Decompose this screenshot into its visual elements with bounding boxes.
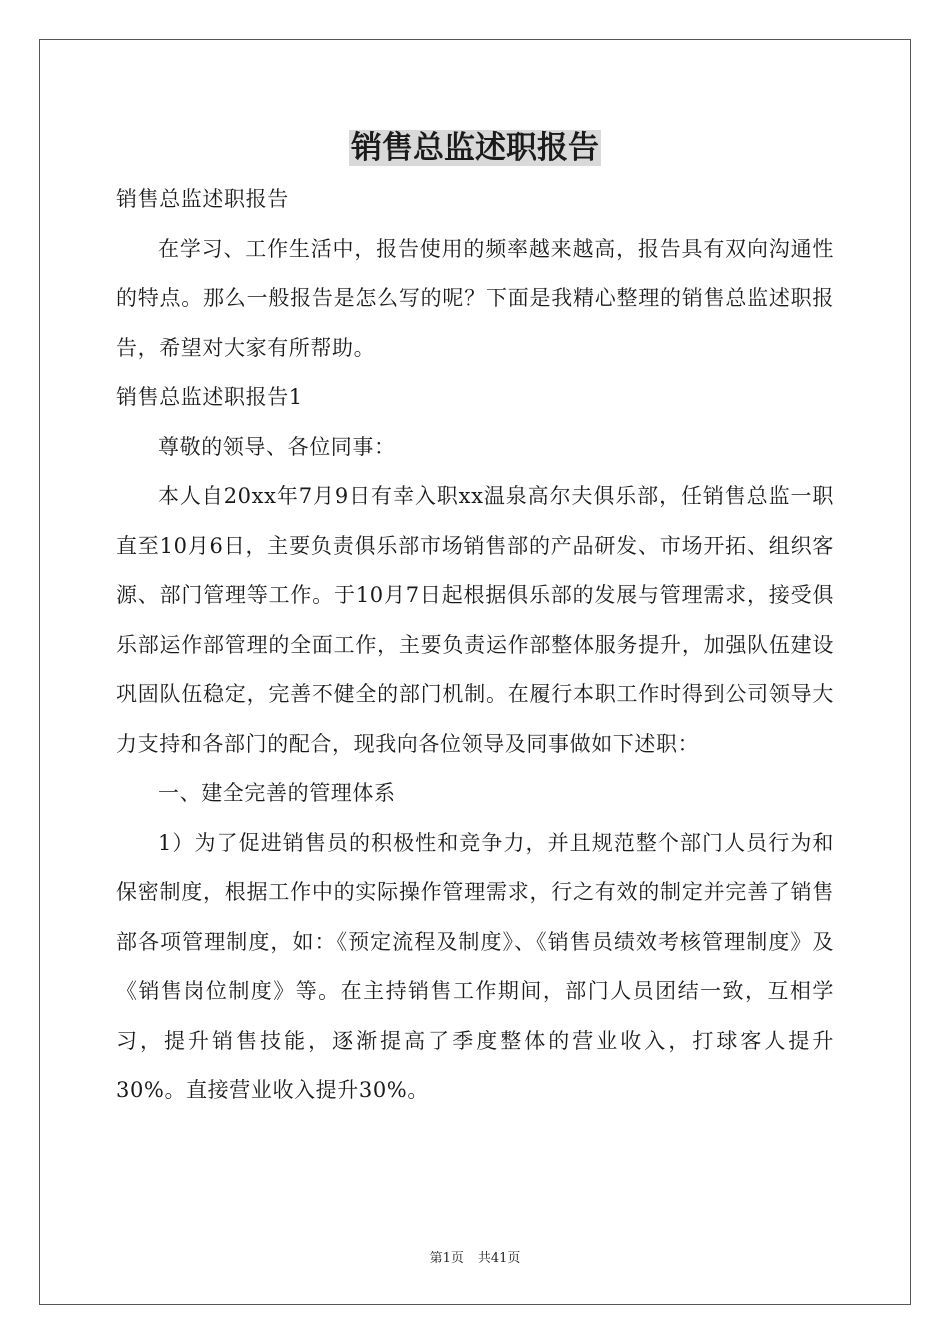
body-paragraph: 本人自20xx年7月9日有幸入职xx温泉高尔夫俱乐部，任销售总监一职直至10月6日，主要负责俱乐部市场销售部的产品研发、市场开拓、组织客源、部门管理等工作。于10月7日起根据俱乐部的发展与管理需求，接受俱乐部运作部管理的全面工作，主要负责运作部整体服务提升，加强队伍建设巩固队伍稳定，完善不健全的部门机制。在履行本职工作时得到公司领导大力支持和各部门的配合，现我向各位领导及同事做如下述职：: [116, 484, 834, 756]
body-paragraph: 1）为了促进销售员的积极性和竞争力，并且规范整个部门人员行为和保密制度，根据工作中的实际操作管理需求，行之有效的制定并完善了销售部各项管理制度，如：《预定流程及制度》、《销售员绩效考核管理制度》及《销售岗位制度》等。在主持销售工作期间，部门人员团结一致，互相学习，提升销售技能，逐渐提高了季度整体的营业收入，打球客人提升30%。直接营业收入提升30%。: [116, 830, 834, 1102]
subsection-heading: 一、建全完善的管理体系: [158, 781, 396, 805]
subtitle-paragraph: 销售总监述职报告: [116, 187, 289, 211]
page-total: 共41页: [477, 1251, 521, 1266]
document-body: [116, 175, 834, 1116]
page-footer: [0, 1247, 950, 1266]
document-title: [0, 126, 950, 170]
section-heading: 销售总监述职报告1: [116, 385, 303, 409]
page-number: 第1页: [429, 1251, 464, 1266]
document-title-text: 销售总监述职报告: [351, 130, 599, 166]
intro-paragraph: 在学习、工作生活中，报告使用的频率越来越高，报告具有双向沟通性的特点。那么一般报告是怎么写的呢？下面是我精心整理的销售总监述职报告，希望对大家有所帮助。: [116, 236, 834, 360]
salutation-paragraph: 尊敬的领导、各位同事：: [158, 434, 396, 459]
